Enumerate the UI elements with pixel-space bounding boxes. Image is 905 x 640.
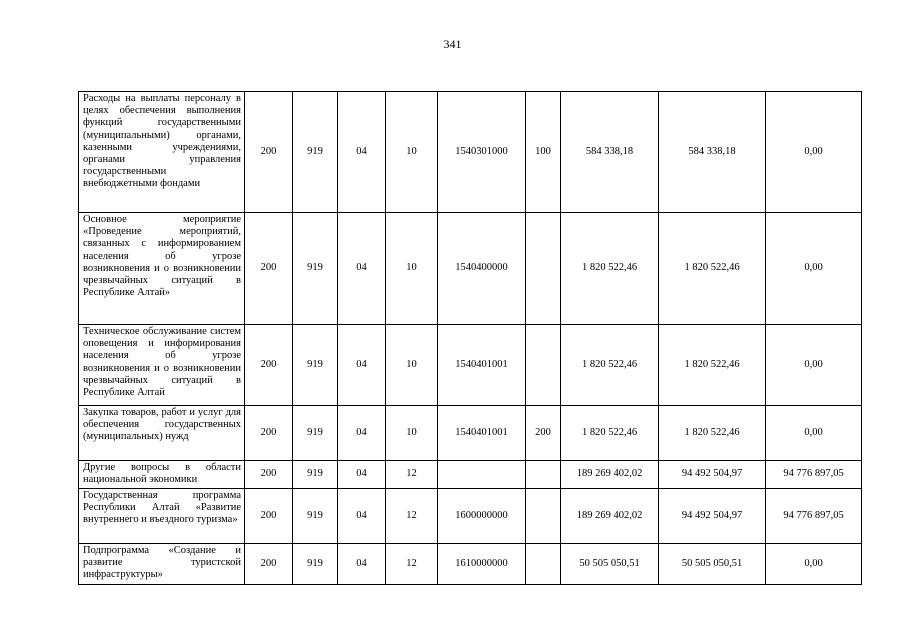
subsection-code: 10 [386,213,438,325]
kbk-code: 919 [293,406,338,461]
amount-1: 1 820 522,46 [561,213,659,325]
amount-3: 0,00 [766,213,862,325]
amount-3: 94 776 897,05 [766,489,862,544]
ved-code: 200 [245,325,293,406]
section-code: 04 [338,213,386,325]
ved-code: 200 [245,489,293,544]
amount-1: 1 820 522,46 [561,325,659,406]
target-article-code: 1540401001 [438,325,526,406]
kbk-code: 919 [293,213,338,325]
amount-1: 189 269 402,02 [561,461,659,489]
amount-1: 189 269 402,02 [561,489,659,544]
ved-code: 200 [245,406,293,461]
target-article-code: 1600000000 [438,489,526,544]
expense-type-code [526,213,561,325]
ved-code: 200 [245,461,293,489]
ved-code: 200 [245,92,293,213]
page-number: 341 [443,37,462,51]
table-row [79,461,862,489]
row-name: Закупка товаров, работ и услуг для обеспечения государственных (муниципальных) нужд [79,406,245,461]
expense-type-code: 100 [526,92,561,213]
expense-type-code: 200 [526,406,561,461]
target-article-code [438,461,526,489]
amount-3: 0,00 [766,544,862,585]
subsection-code: 12 [386,489,438,544]
amount-1: 50 505 050,51 [561,544,659,585]
row-name: Подпрограмма «Создание и развитие туристской инфраструктуры» [79,544,245,585]
subsection-code: 10 [386,406,438,461]
amount-2: 1 820 522,46 [659,325,766,406]
table-row [79,213,862,325]
table-row [79,325,862,406]
subsection-code: 12 [386,461,438,489]
budget-table [78,91,862,585]
amount-3: 0,00 [766,325,862,406]
table-row [79,544,862,585]
kbk-code: 919 [293,461,338,489]
row-name: Другие вопросы в области национальной экономики [79,461,245,489]
row-name: Основное мероприятие «Проведение мероприятий, связанных с информированием населения об угрозе возникновения и о возникновении чрезвычайных ситуаций в Республике Алтай» [79,213,245,325]
expense-type-code [526,489,561,544]
amount-3: 0,00 [766,406,862,461]
row-name: Расходы на выплаты персоналу в целях обеспечения выполнения функций государственными (муниципальными) органами, казенными учреждениями, органами управления государственными внебюджетными фондами [79,92,245,213]
table-row [79,489,862,544]
subsection-code: 10 [386,92,438,213]
kbk-code: 919 [293,489,338,544]
amount-2: 1 820 522,46 [659,213,766,325]
kbk-code: 919 [293,92,338,213]
table-row [79,406,862,461]
amount-3: 0,00 [766,92,862,213]
section-code: 04 [338,461,386,489]
amount-3: 94 776 897,05 [766,461,862,489]
row-name: Государственная программа Республики Алтай «Развитие внутреннего и въездного туризма» [79,489,245,544]
subsection-code: 10 [386,325,438,406]
section-code: 04 [338,92,386,213]
amount-1: 584 338,18 [561,92,659,213]
target-article-code: 1540301000 [438,92,526,213]
subsection-code: 12 [386,544,438,585]
table-row [79,92,862,213]
expense-type-code [526,325,561,406]
amount-2: 94 492 504,97 [659,461,766,489]
expense-type-code [526,461,561,489]
target-article-code: 1610000000 [438,544,526,585]
kbk-code: 919 [293,544,338,585]
amount-1: 1 820 522,46 [561,406,659,461]
target-article-code: 1540400000 [438,213,526,325]
row-name: Техническое обслуживание систем оповещения и информирования населения об угрозе возникновения и о возникновении чрезвычайных ситуаций в Республике Алтай [79,325,245,406]
target-article-code: 1540401001 [438,406,526,461]
ved-code: 200 [245,213,293,325]
amount-2: 94 492 504,97 [659,489,766,544]
amount-2: 1 820 522,46 [659,406,766,461]
section-code: 04 [338,544,386,585]
kbk-code: 919 [293,325,338,406]
section-code: 04 [338,406,386,461]
section-code: 04 [338,489,386,544]
ved-code: 200 [245,544,293,585]
amount-2: 584 338,18 [659,92,766,213]
section-code: 04 [338,325,386,406]
amount-2: 50 505 050,51 [659,544,766,585]
expense-type-code [526,544,561,585]
